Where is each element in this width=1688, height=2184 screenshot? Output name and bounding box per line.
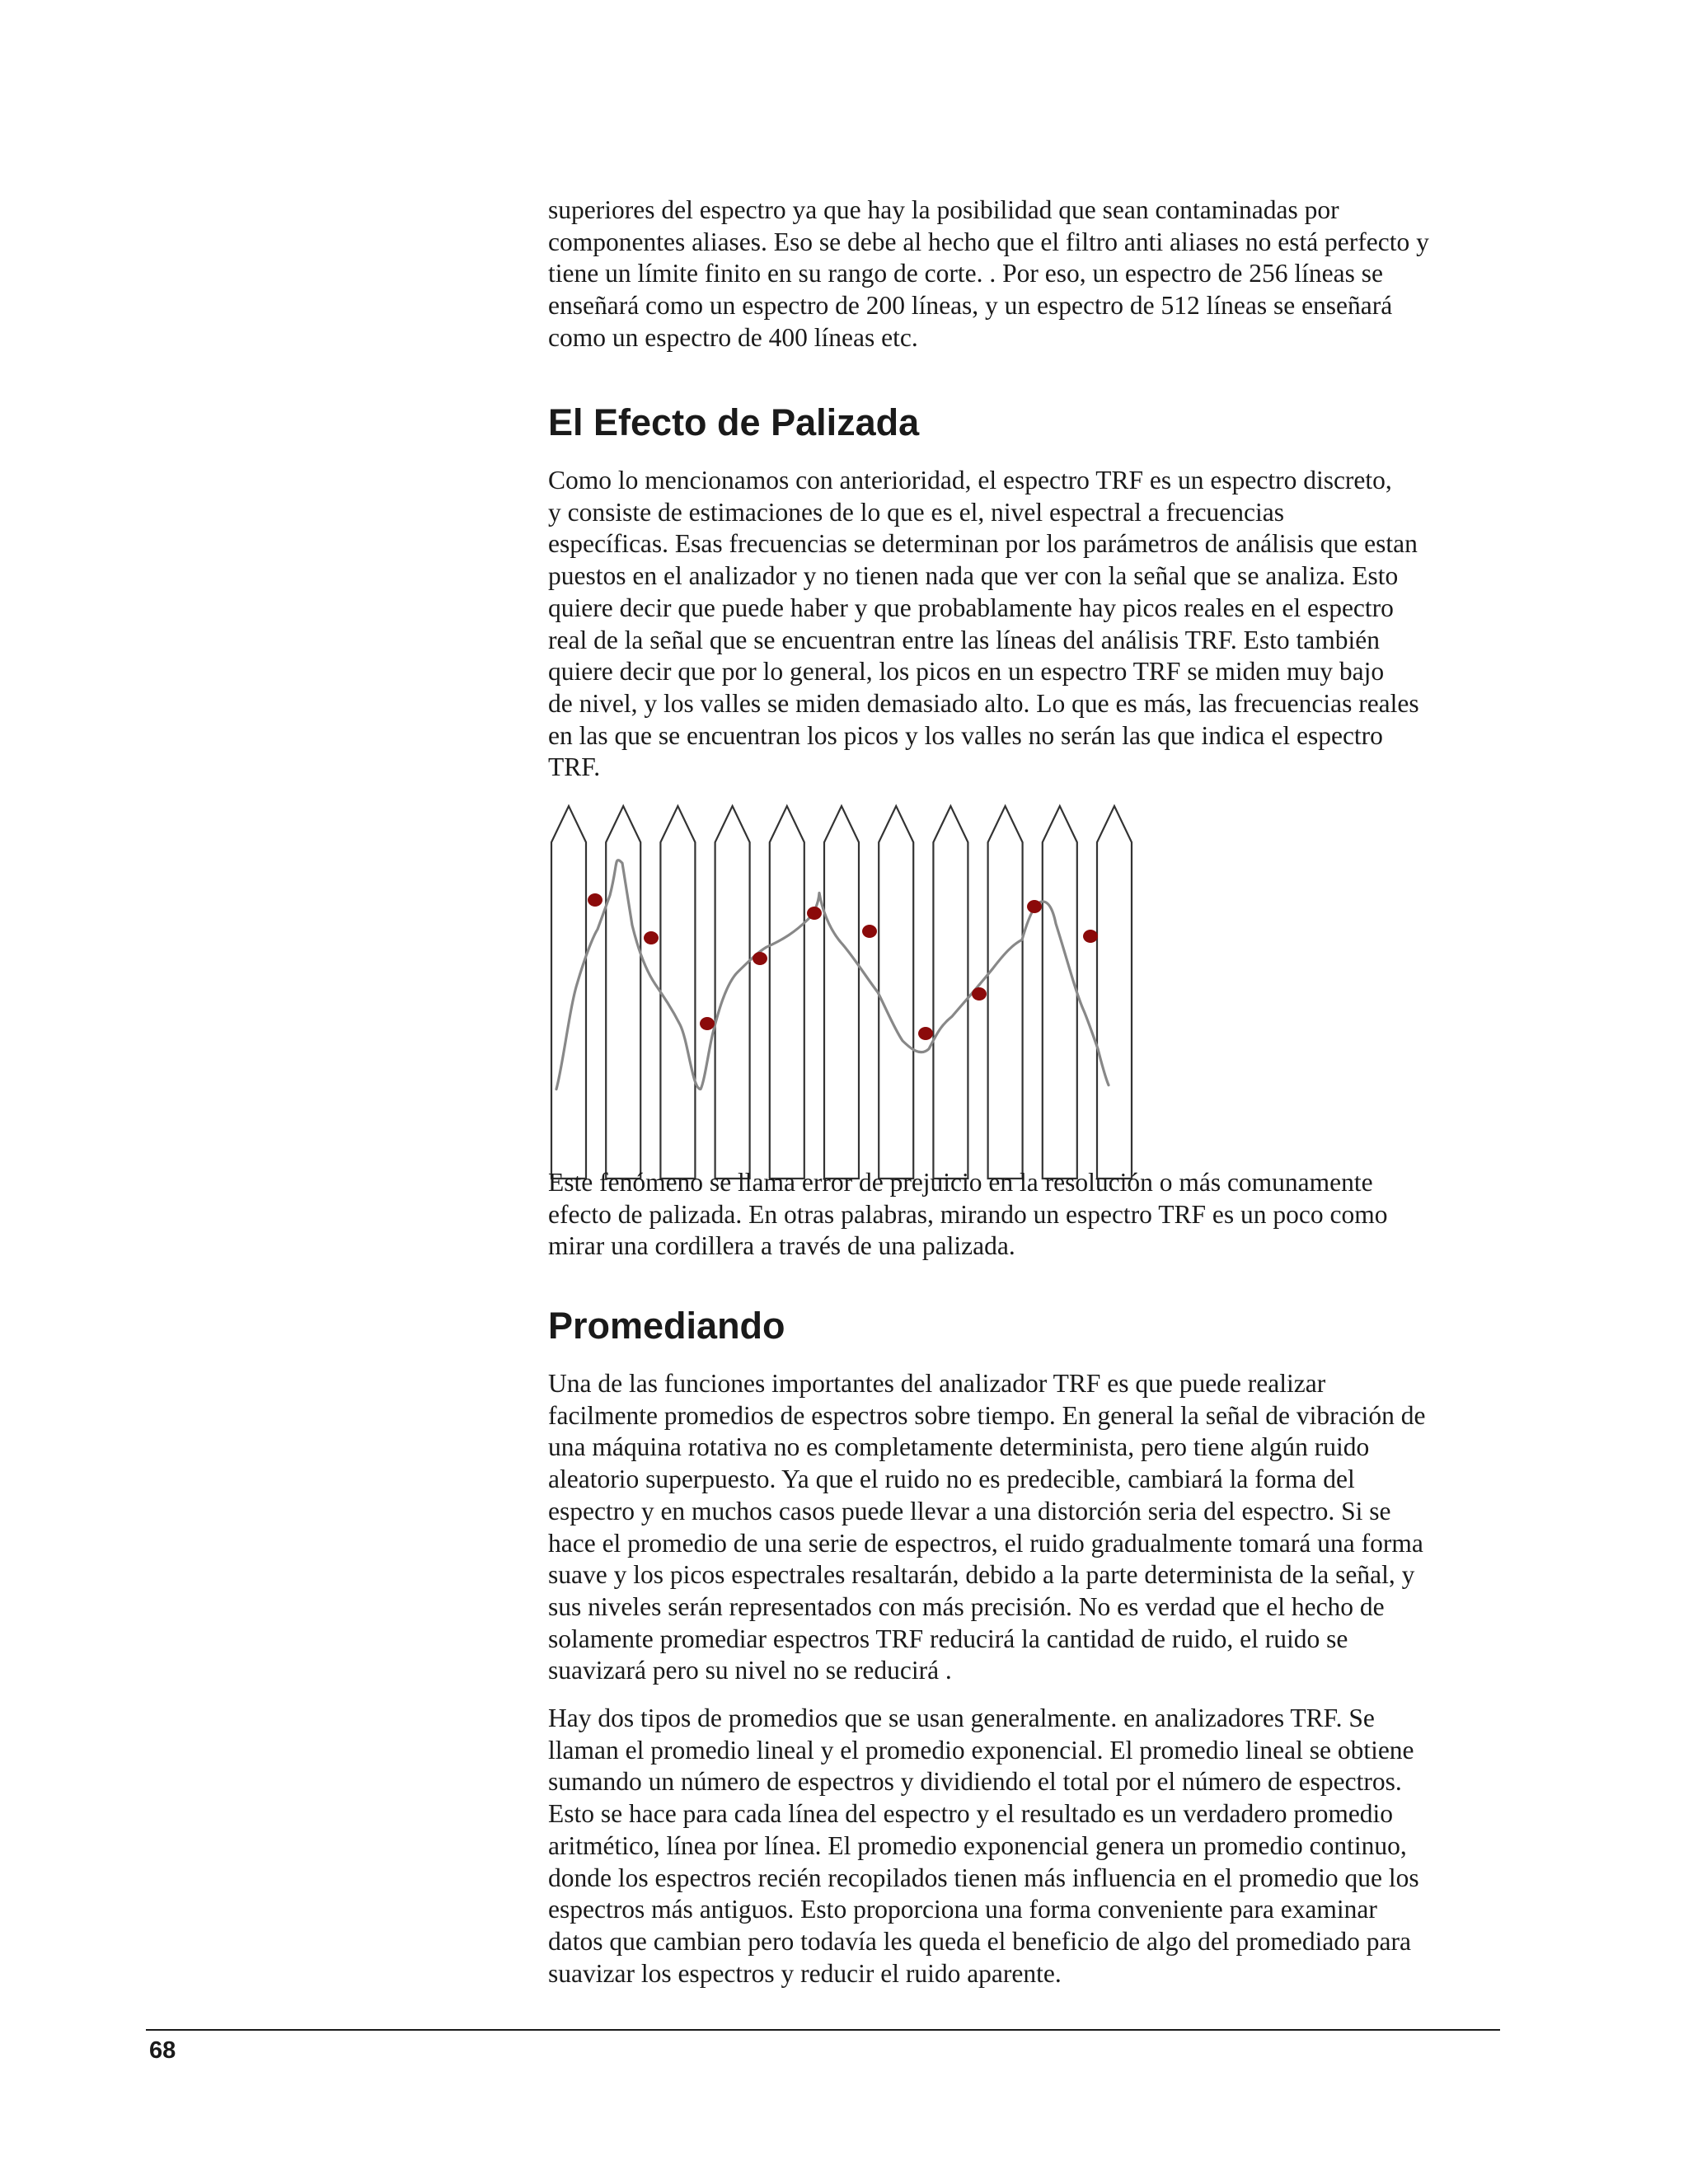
caption-paragraph: Este fenómeno se llama error de prejuicio en la resolución o más comunamente efecto de palizada. En otras palabras, mirando un espectro TRF es un poco como mirar una cordillera a través de una palizada. bbox=[548, 1168, 1388, 1261]
sample-dot bbox=[753, 952, 767, 965]
fence-picket bbox=[933, 806, 968, 1179]
fence-picket bbox=[1043, 806, 1077, 1179]
fence-picket bbox=[660, 806, 695, 1179]
promediando-paragraph-2: Hay dos tipos de promedios que se usan generalmente. en analizadores TRF. Se llaman el promedio lineal y el promedio exponencial. El promedio lineal se obtiene sumando un número de espectros y dividiendo el total por el número de espectros. Esto se hace para cada línea del espectro y el resultado es un verdadero promedio aritmético, línea por línea. El promedio exponencial genera un promedio continuo, donde los espectros recién recopilados tienen más influencia en el promedio que los espectros más antiguos. Esto proporciona una forma conveniente para examinar datos que cambian pero todavía les queda el beneficio de algo del promediado para suavizar los espectros y reducir el ruido aparente. bbox=[548, 1704, 1419, 1988]
sample-dot bbox=[588, 893, 603, 907]
sample-dot bbox=[644, 931, 659, 944]
fence-picket bbox=[824, 806, 859, 1179]
palizada-paragraph: Como lo mencionamos con anterioridad, el espectro TRF es un espectro discreto, y consiste de estimaciones de lo que es el, nivel espectral a frecuencias específicas. Esas frecuencias se determinan por los parámetros de análisis que estan puestos en el analizador y no tienen nada que ver con la señal que se analiza. Esto quiere decir que puede haber y que probablamente hay picos reales en el espectro real de la señal que se encuentran entre las líneas del análisis TRF. Esto también quiere decir que por lo general, los picos en un espectro TRF se miden muy bajo de nivel, y los valles se miden demasiado alto. Lo que es más, las frecuencias reales en las que se encuentran los picos y los valles no serán las que indica el espectro TRF. bbox=[548, 466, 1419, 782]
section-heading-palizada: El Efecto de Palizada bbox=[548, 401, 920, 443]
sample-dot bbox=[862, 925, 877, 938]
picket-fence-figure bbox=[548, 799, 1142, 1185]
fence-picket bbox=[551, 806, 586, 1179]
fence-picket bbox=[606, 806, 640, 1179]
page-number: 68 bbox=[149, 2037, 176, 2064]
fence-picket bbox=[988, 806, 1023, 1179]
sample-dot bbox=[972, 987, 987, 1001]
fence-pickets bbox=[551, 806, 1132, 1179]
sample-dot bbox=[700, 1017, 715, 1030]
picket-fence-illustration bbox=[548, 799, 1142, 1185]
fence-picket bbox=[715, 806, 750, 1179]
section-heading-promediando: Promediando bbox=[548, 1305, 785, 1347]
sample-dot bbox=[807, 907, 822, 920]
fence-picket bbox=[1097, 806, 1132, 1179]
sample-dot bbox=[1027, 900, 1042, 913]
fence-picket bbox=[879, 806, 913, 1179]
intro-paragraph: superiores del espectro ya que hay la posibilidad que sean contaminadas por componentes aliases. Eso se debe al hecho que el filtro anti aliases no está perfecto y tiene un límite finito en su rango de corte. . Por eso, un espectro de 256 líneas se enseñará como un espectro de 200 líneas, y un espectro de 512 líneas se enseñará como un espectro de 400 líneas etc. bbox=[548, 195, 1429, 352]
fence-picket bbox=[770, 806, 804, 1179]
sample-dot bbox=[1083, 930, 1098, 943]
promediando-paragraph-1: Una de las funciones importantes del analizador TRF es que puede realizar facilmente promedios de espectros sobre tiempo. En general la señal de vibración de una máquina rotativa no es completamente determinista, pero tiene algún ruido aleatorio superpuesto. Ya que el ruido no es predecible, cambiará la forma del espectro y en muchos casos puede llevar a una distorción seria del espectro. Si se hace el promedio de una serie de espectros, el ruido gradualmente tomará una forma suave y los picos espectrales resaltarán, debido a la parte determinista de la señal, y sus niveles serán representados con más precisión. No es verdad que el hecho de solamente promediar espectros TRF reducirá la cantidad de ruido, el ruido se suavizará pero su nivel no se reducirá . bbox=[548, 1369, 1426, 1685]
sample-dot bbox=[918, 1027, 933, 1040]
footer-rule bbox=[146, 2029, 1500, 2031]
